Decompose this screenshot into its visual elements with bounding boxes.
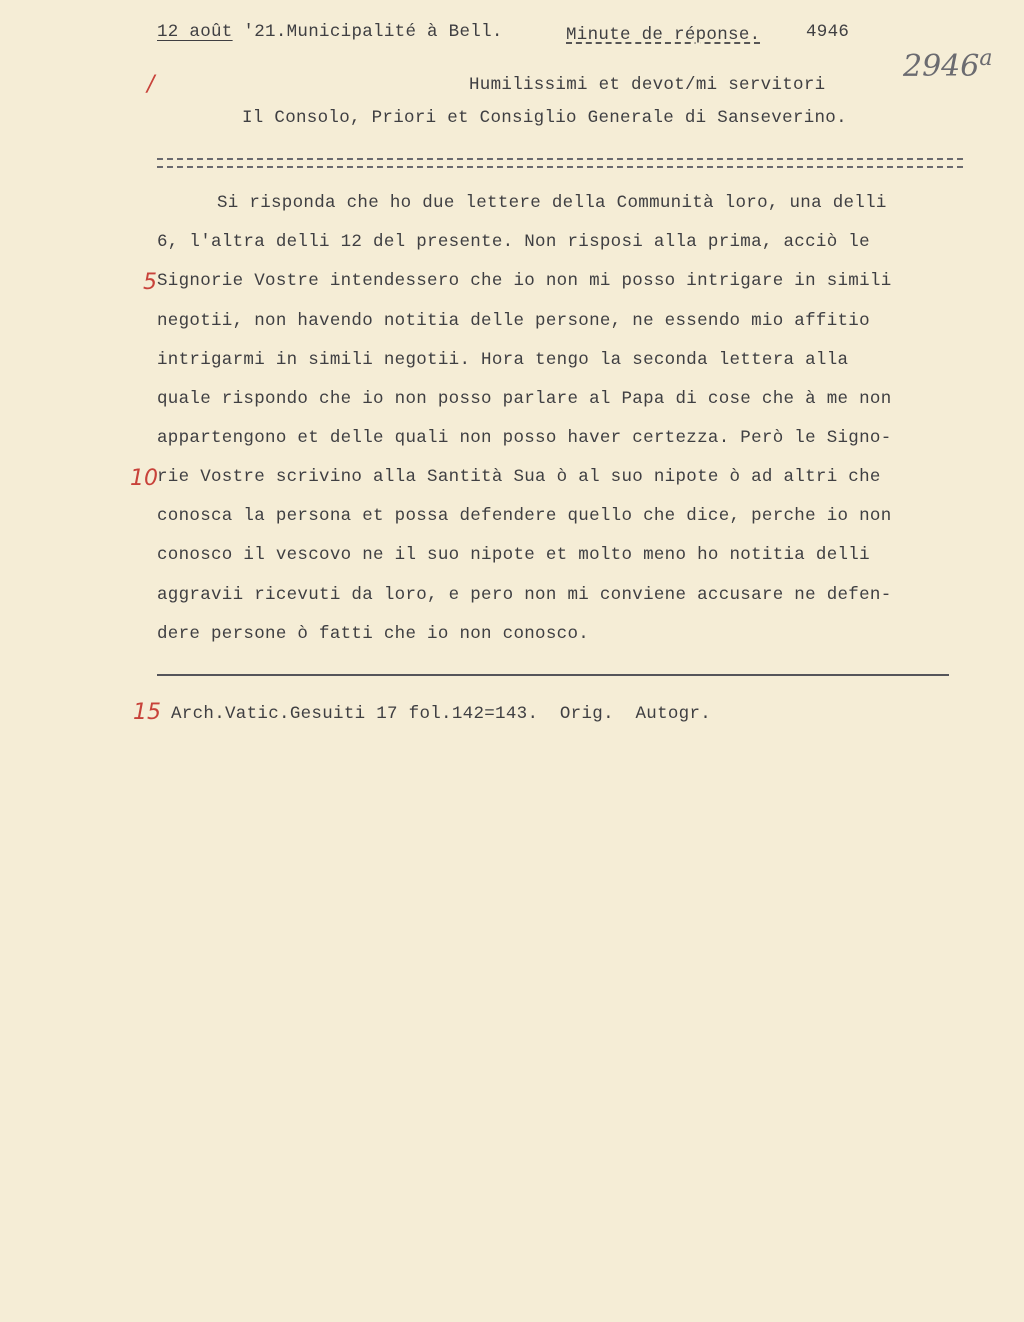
body-line-9: conosca la persona et possa defendere quello che dice, perche io non (157, 506, 892, 526)
body-line-11: aggravii ricevuti da loro, e pero non mi conviene accusare ne defen- (157, 585, 892, 605)
handwritten-suffix: a (979, 46, 993, 71)
body-line-6: quale rispondo che io non posso parlare al Papa di cose che à me non (157, 389, 892, 409)
margin-mark-15: 15 (133, 700, 161, 725)
body-line-2: 6, l'altra delli 12 del presente. Non risposi alla prima, acciò le (157, 232, 870, 252)
source-citation: Arch.Vatic.Gesuiti 17 fol.142=143. Orig. Autogr. (171, 704, 712, 724)
body-line-5: intrigarmi in simili negotii. Hora tengo la seconda lettera alla (157, 350, 849, 370)
separator (157, 158, 963, 168)
margin-mark-10: 10 (130, 466, 158, 491)
signature-line-2: Il Consolo, Priori et Consiglio Generale di Sanseverino. (242, 108, 847, 128)
header-type: Minute de réponse. (566, 25, 761, 45)
body-line-4: negotii, non havendo notitia delle persone, ne essendo mio affitio (157, 311, 870, 331)
body-line-3: Signorie Vostre intendessero che io non mi posso intrigare in simili (157, 271, 892, 291)
signature-line-1: Humilissimi et devot/mi servitori (469, 75, 826, 95)
body-line-1: Si risponda che ho due lettere della Communità loro, una delli (217, 193, 887, 213)
body-line-12: dere persone ò fatti che io non conosco. (157, 624, 590, 644)
handwritten-number-digits: 2946 (903, 49, 980, 84)
body-line-10: conosco il vescovo ne il suo nipote et molto meno ho notitia delli (157, 545, 870, 565)
body-line-7: appartengono et delle quali non posso haver certezza. Però le Signo- (157, 428, 892, 448)
margin-mark-5: 5 (143, 270, 157, 295)
header-number: 4946 (806, 22, 850, 42)
margin-mark-1: / (147, 72, 155, 97)
body-line-8: rie Vostre scrivino alla Santità Sua ò al suo nipote ò ad altri che (157, 467, 881, 487)
bottom-rule (157, 674, 949, 676)
header-line (157, 22, 503, 42)
header-date: 12 août (157, 22, 233, 42)
header-ref: '21.Municipalité à Bell. (232, 22, 503, 42)
handwritten-number (903, 46, 992, 84)
